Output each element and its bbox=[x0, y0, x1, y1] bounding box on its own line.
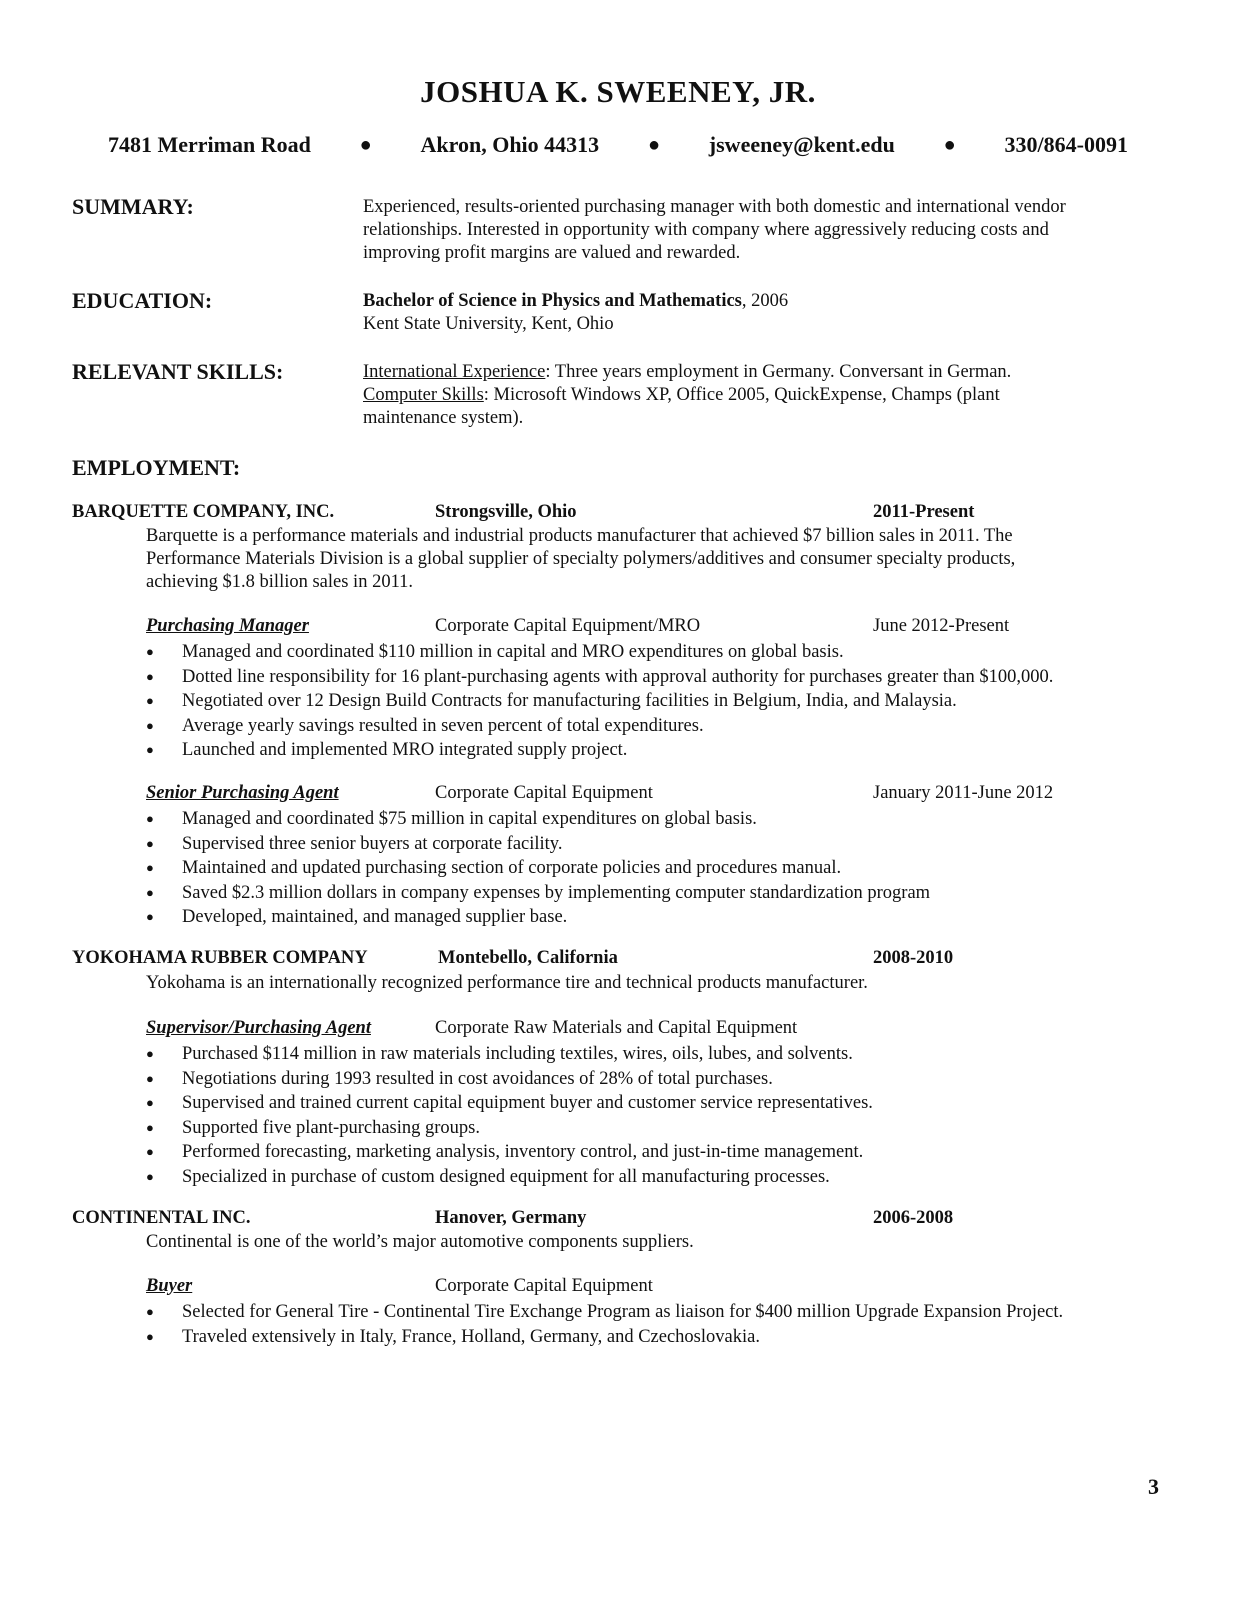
bullet-item: ● Selected for General Tire - Continental Tire Exchange Program as liaison for $400 million Upgrade Expansion Project. bbox=[146, 1300, 1146, 1325]
bullet-item: ● Launched and implemented MRO integrated supply project. bbox=[146, 738, 1146, 763]
role-dates: June 2012-Present bbox=[873, 616, 1010, 636]
bullet-item: ● Negotiated over 12 Design Build Contracts for manufacturing facilities in Belgium, India, and Malaysia. bbox=[146, 689, 1146, 714]
bullet-item: ● Developed, maintained, and managed supplier base. bbox=[146, 905, 1146, 930]
role-title: Purchasing Manager bbox=[146, 616, 309, 636]
role-title: Supervisor/Purchasing Agent bbox=[146, 1018, 371, 1038]
role-department: Corporate Capital Equipment/MRO bbox=[435, 616, 701, 636]
intl-experience-text: : Three years employment in Germany. Conversant in German. bbox=[545, 362, 1012, 382]
company-name: YOKOHAMA RUBBER COMPANY bbox=[72, 948, 368, 968]
summary-heading: SUMMARY: bbox=[72, 194, 194, 219]
role-bullets bbox=[146, 1300, 1146, 1349]
bullet-item: ● Supervised three senior buyers at corporate facility. bbox=[146, 832, 1146, 857]
bullet-item: ● Managed and coordinated $75 million in capital expenditures on global basis. bbox=[146, 807, 1146, 832]
city: Akron, Ohio 44313 bbox=[420, 132, 600, 157]
skills-heading: RELEVANT SKILLS: bbox=[72, 359, 284, 384]
email: jsweeney@kent.edu bbox=[708, 132, 895, 157]
role-row bbox=[146, 1276, 1146, 1300]
role-department: Corporate Capital Equipment bbox=[435, 1276, 653, 1296]
computer-skills-label: Computer Skills bbox=[363, 385, 484, 405]
resume-name: JOSHUA K. SWEENEY, JR. bbox=[420, 74, 816, 109]
company-row-barquette bbox=[72, 502, 1072, 526]
computer-skills-text: : Microsoft Windows XP, Office 2005, QuickExpense, Champs (plant bbox=[483, 385, 1000, 405]
employment-heading: EMPLOYMENT: bbox=[72, 455, 241, 480]
role-department: Corporate Capital Equipment bbox=[435, 783, 653, 803]
company-location: Montebello, California bbox=[438, 948, 618, 968]
degree-year: , 2006 bbox=[741, 291, 789, 311]
bullet-item: ● Purchased $114 million in raw materials including textiles, wires, oils, lubes, and solvents. bbox=[146, 1042, 1146, 1067]
bullet-item: ● Specialized in purchase of custom designed equipment for all manufacturing processes. bbox=[146, 1165, 1146, 1190]
education-heading: EDUCATION: bbox=[72, 288, 213, 313]
page-number: 3 bbox=[1148, 1474, 1159, 1499]
company-location: Strongsville, Ohio bbox=[435, 502, 577, 522]
company-row-yokohama bbox=[72, 948, 1072, 972]
bullet-item: ● Performed forecasting, marketing analysis, inventory control, and just-in-time management. bbox=[146, 1140, 1146, 1165]
degree: Bachelor of Science in Physics and Mathematics bbox=[363, 291, 742, 311]
bullet-item: ● Dotted line responsibility for 16 plant-purchasing agents with approval authority for purchases greater than $100,000. bbox=[146, 665, 1146, 690]
company-description bbox=[146, 525, 1146, 594]
summary-line: relationships. Interested in opportunity with company where aggressively reducing costs and bbox=[363, 220, 1049, 240]
bullet-separator-icon: ● bbox=[359, 133, 372, 156]
bullet-item: ● Negotiations during 1993 resulted in cost avoidances of 28% of total purchases. bbox=[146, 1067, 1146, 1092]
computer-skills-text-cont: maintenance system). bbox=[363, 408, 524, 428]
description-line: achieving $1.8 billion sales in 2011. bbox=[146, 572, 414, 592]
bullet-item: ● Maintained and updated purchasing section of corporate policies and procedures manual. bbox=[146, 856, 1146, 881]
company-description: Continental is one of the world’s major automotive components suppliers. bbox=[146, 1232, 694, 1252]
company-dates: 2006-2008 bbox=[873, 1208, 954, 1228]
bullet-item: ● Traveled extensively in Italy, France, Holland, Germany, and Czechoslovakia. bbox=[146, 1325, 1146, 1350]
bullet-item: ● Supported five plant-purchasing groups. bbox=[146, 1116, 1146, 1141]
bullet-separator-icon: ● bbox=[943, 133, 956, 156]
company-dates: 2011-Present bbox=[873, 502, 975, 522]
description-line: Barquette is a performance materials and industrial products manufacturer that achieved $7 billion sales in 2011. The bbox=[146, 526, 1013, 546]
bullet-item: ● Supervised and trained current capital equipment buyer and customer service representatives. bbox=[146, 1091, 1146, 1116]
role-department: Corporate Raw Materials and Capital Equipment bbox=[435, 1018, 798, 1038]
role-bullets bbox=[146, 807, 1146, 930]
summary-line: improving profit margins are valued and rewarded. bbox=[363, 243, 741, 263]
intl-experience-label: International Experience bbox=[363, 362, 546, 382]
role-bullets bbox=[146, 640, 1146, 763]
summary-text bbox=[363, 196, 1153, 265]
bullet-item: ● Managed and coordinated $110 million in capital and MRO expenditures on global basis. bbox=[146, 640, 1146, 665]
company-description: Yokohama is an internationally recognized performance tire and technical products manufacturer. bbox=[146, 973, 868, 993]
role-bullets bbox=[146, 1042, 1146, 1189]
skills-text bbox=[363, 361, 1153, 430]
company-row-continental bbox=[72, 1208, 1072, 1232]
bullet-item: ● Average yearly savings resulted in seven percent of total expenditures. bbox=[146, 714, 1146, 739]
role-row bbox=[146, 783, 1146, 807]
role-title: Senior Purchasing Agent bbox=[146, 783, 339, 803]
role-row bbox=[146, 1018, 1146, 1042]
bullet-item: ● Saved $2.3 million dollars in company expenses by implementing computer standardization program bbox=[146, 881, 1146, 906]
role-title: Buyer bbox=[146, 1276, 193, 1296]
role-dates: January 2011-June 2012 bbox=[873, 783, 1054, 803]
company-dates: 2008-2010 bbox=[873, 948, 954, 968]
description-line: Performance Materials Division is a global supplier of specialty polymers/additives and consumer specialty products, bbox=[146, 549, 1016, 569]
education-text bbox=[363, 290, 1153, 336]
company-name: CONTINENTAL INC. bbox=[72, 1208, 251, 1228]
role-row bbox=[146, 616, 1146, 640]
company-name: BARQUETTE COMPANY, INC. bbox=[72, 502, 335, 522]
company-location: Hanover, Germany bbox=[435, 1208, 587, 1228]
phone: 330/864-0091 bbox=[1004, 132, 1128, 157]
summary-line: Experienced, results-oriented purchasing manager with both domestic and international vendor bbox=[363, 197, 1066, 217]
contact-line bbox=[108, 132, 1128, 158]
bullet-separator-icon: ● bbox=[647, 133, 661, 156]
school: Kent State University, Kent, Ohio bbox=[363, 314, 614, 334]
address: 7481 Merriman Road bbox=[108, 132, 311, 157]
